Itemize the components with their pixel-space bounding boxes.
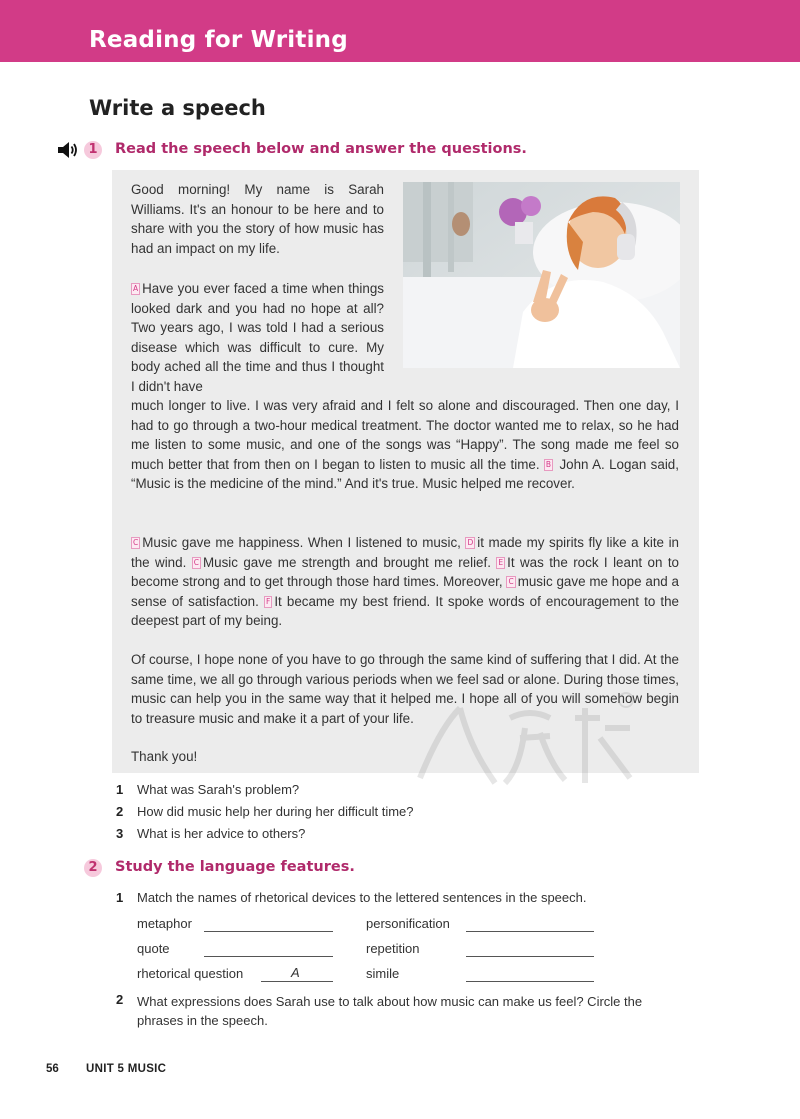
subtask-number: 1 bbox=[116, 890, 124, 905]
speech-paragraph bbox=[131, 396, 679, 494]
speech-text: much longer to live. I was very afraid and I felt so alone and discouraged. Then one day, I had to go through a two-hour medical treatment. The doctor wanted me to relax, so he had me listen to some music, and one of the songs was “Happy”. The song made me feel so much better that from then on I began to listen to music all the time. bbox=[131, 398, 679, 472]
speech-text: it made my spirits fly like a kite in the wind. bbox=[131, 535, 679, 570]
watermark-logo bbox=[400, 688, 640, 798]
task-title: Read the speech below and answer the questions. bbox=[115, 141, 527, 157]
sentence-label: A bbox=[133, 284, 139, 293]
sentence-label: E bbox=[498, 557, 504, 567]
task-number: 1 bbox=[84, 141, 102, 159]
question-number: 3 bbox=[116, 826, 124, 841]
device-label: personification bbox=[366, 916, 450, 931]
device-label: quote bbox=[137, 941, 170, 956]
answer-blank[interactable] bbox=[204, 956, 333, 957]
task-number: 2 bbox=[84, 859, 102, 877]
page-number: 56 bbox=[46, 1063, 59, 1075]
speech-text: music gave me hope and a sense of satisfaction. bbox=[131, 574, 679, 609]
subtask-text: What expressions does Sarah use to talk about how music can make us feel? Circle the phrases in the speech. bbox=[137, 994, 643, 1028]
sentence-label: F bbox=[265, 596, 271, 606]
sentence-label: B bbox=[545, 459, 552, 469]
answer-blank[interactable] bbox=[466, 956, 594, 957]
answer-blank[interactable] bbox=[466, 981, 594, 982]
device-label: rhetorical question bbox=[137, 966, 244, 981]
speech-text: John A. Logan said, “Music is the medicine of the mind.” And it's true. Music helped me recover. bbox=[131, 456, 679, 492]
answer-blank[interactable] bbox=[204, 931, 333, 932]
sentence-label: C bbox=[193, 557, 199, 567]
speech-paragraph: Of course, I hope none of you have to go through the same kind of suffering that I did. At the same time, we all go through various periods when we feel sad or alone. During those times, music can help you in the same way that it helped me. I hope all of you will somehow begin to treasure music and make it a part of your life. bbox=[131, 652, 679, 726]
speaker-icon[interactable] bbox=[57, 141, 79, 159]
speech-paragraph bbox=[131, 533, 679, 631]
sample-answer: A bbox=[291, 965, 300, 980]
question-text: What was Sarah's problem? bbox=[137, 782, 300, 797]
answer-blank[interactable] bbox=[261, 981, 333, 982]
speech-text: Have you ever faced a time when things looked dark and you had no hope at all? Two years ago, I was told I had a serious disease which was difficult to cure. My body ached all the time and thus I thought I didn't have bbox=[131, 281, 384, 394]
answer-blank[interactable] bbox=[466, 931, 594, 932]
speech-paragraph: Good morning! My name is Sarah Williams. It's an honour to be here and to share with you the story of how music has had an impact on my life. bbox=[131, 182, 384, 256]
speech-text: It became my best friend. It spoke words of encouragement to the deepest part of my being. bbox=[131, 593, 679, 629]
device-label: repetition bbox=[366, 941, 420, 956]
speech-text: Music gave me strength and brought me relief. bbox=[202, 554, 491, 570]
task-title: Study the language features. bbox=[115, 859, 355, 875]
speech-paragraph bbox=[131, 279, 384, 397]
sentence-label: C bbox=[508, 577, 514, 587]
question-number: 2 bbox=[116, 804, 124, 819]
girl-with-headphones-photo bbox=[403, 182, 680, 368]
header-title: Reading for Writing bbox=[89, 27, 348, 53]
question-text: How did music help her during her difficult time? bbox=[137, 804, 414, 819]
device-label: simile bbox=[366, 966, 400, 981]
unit-label: UNIT 5 MUSIC bbox=[86, 1063, 167, 1075]
question-number: 1 bbox=[116, 782, 124, 797]
sentence-label: D bbox=[467, 538, 474, 547]
device-label: metaphor bbox=[137, 916, 192, 931]
speech-text: It was the rock I leant on to become strong and to get through those hard times. Moreover, bbox=[131, 554, 679, 590]
subtask-number: 2 bbox=[116, 992, 124, 1007]
sentence-label: C bbox=[133, 538, 139, 547]
subtask-text: Match the names of rhetorical devices to the lettered sentences in the speech. bbox=[137, 890, 587, 905]
question-text: What is her advice to others? bbox=[137, 826, 306, 841]
speech-closing: Thank you! bbox=[131, 749, 198, 764]
section-title: Write a speech bbox=[89, 96, 266, 120]
speech-text: Music gave me happiness. When I listened to music, bbox=[142, 535, 461, 550]
